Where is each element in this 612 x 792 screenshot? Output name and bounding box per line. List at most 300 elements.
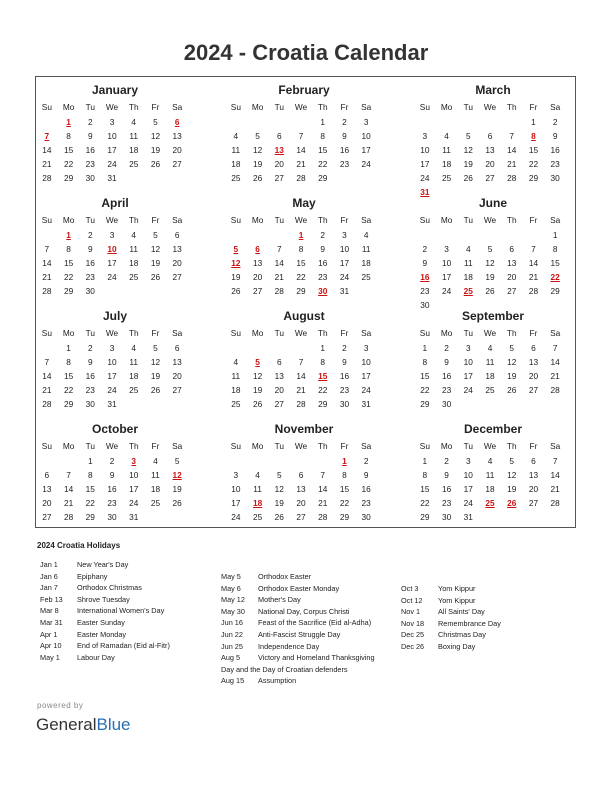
day-cell: 20: [42, 498, 52, 508]
day-cell: 30: [441, 399, 452, 409]
day-cell: 10: [129, 470, 139, 480]
holiday-name: Mother's Day: [258, 595, 301, 605]
day-cell: 1: [320, 117, 326, 127]
day-cell: 17: [107, 371, 117, 381]
holiday-name: Christmas Day: [438, 630, 486, 640]
weekday-label: Su: [41, 328, 52, 338]
holiday-entry: [401, 641, 501, 653]
day-cell: 29: [339, 512, 350, 522]
day-cell: [334, 171, 356, 185]
day-cell: 11: [361, 244, 371, 254]
day-cell: 19: [150, 371, 161, 381]
day-cell: 9: [444, 357, 449, 367]
day-cell: 21: [296, 159, 306, 169]
day-cell: 9: [422, 258, 428, 268]
day-cell: 30: [107, 512, 117, 522]
week-row: [225, 369, 377, 383]
weekday-label: Tu: [463, 215, 473, 225]
day-cell: 7: [44, 357, 50, 367]
day-cell: 29: [420, 512, 430, 522]
day-cell: 27: [274, 399, 284, 409]
day-cell: 9: [87, 357, 93, 367]
day-cell: 19: [507, 371, 517, 381]
holiday-day: 1: [342, 456, 347, 466]
month-name: December: [463, 422, 523, 436]
weekday-label: Fr: [151, 102, 160, 112]
day-cell: 10: [361, 131, 371, 141]
day-cell: 12: [252, 371, 263, 381]
day-cell: 15: [318, 145, 328, 155]
day-cell: 6: [531, 343, 536, 353]
day-cell: 20: [172, 145, 182, 155]
week-row: [225, 284, 377, 298]
week-row: [225, 115, 377, 129]
weekday-label: Su: [419, 328, 430, 338]
day-cell: 2: [422, 244, 428, 254]
week-row: [36, 468, 188, 482]
week-row: [36, 454, 188, 468]
holiday-date: May 1: [40, 652, 60, 662]
holiday-entry: [221, 583, 375, 595]
day-cell: [479, 397, 501, 411]
weekday-label: Fr: [340, 215, 349, 225]
holiday-day: 1: [66, 230, 71, 240]
day-cell: 23: [85, 385, 95, 395]
day-cell: 10: [420, 145, 430, 155]
holiday-name: National Day, Corpus Christi: [258, 606, 350, 616]
day-cell: [225, 228, 247, 242]
holiday-entry: [40, 571, 170, 583]
holiday-name: Yom Kippur: [438, 584, 476, 593]
day-cell: [145, 284, 167, 298]
holiday-name: Anti-Fascist Struggle Day: [258, 629, 341, 639]
day-cell: 11: [485, 470, 495, 480]
day-cell: 5: [153, 343, 158, 353]
day-cell: [268, 228, 290, 242]
day-cell: 13: [252, 258, 263, 268]
day-cell: 8: [342, 470, 347, 480]
weekday-label: Sa: [550, 441, 561, 451]
holiday-date: Apr 1: [40, 629, 58, 639]
day-cell: 21: [318, 498, 328, 508]
day-cell: 12: [463, 145, 473, 155]
week-row: [36, 355, 188, 369]
day-cell: 21: [550, 371, 560, 381]
day-cell: [166, 510, 188, 524]
holiday-day: 22: [550, 272, 560, 282]
day-cell: 24: [420, 173, 430, 183]
weekday-label: We: [294, 328, 308, 338]
day-cell: 5: [487, 244, 493, 254]
day-cell: 7: [298, 357, 304, 367]
day-cell: 18: [129, 145, 139, 155]
holiday-date: Jun 25: [221, 641, 243, 651]
day-cell: 1: [422, 343, 428, 353]
day-cell: 31: [107, 399, 117, 409]
holiday-name: Labour Day: [77, 652, 115, 662]
day-cell: 18: [485, 371, 495, 381]
month-august: [225, 307, 377, 411]
weekday-label: Th: [506, 328, 517, 338]
day-cell: 20: [172, 371, 182, 381]
month-name: July: [102, 309, 127, 323]
month-name: November: [274, 422, 334, 436]
week-row: [225, 510, 377, 524]
day-cell: 15: [550, 258, 560, 268]
day-cell: 9: [363, 470, 369, 480]
weekday-header: [36, 325, 188, 341]
day-cell: 17: [129, 484, 139, 494]
week-row: [36, 242, 188, 256]
holiday-entry: [221, 594, 375, 606]
day-cell: [312, 454, 334, 468]
day-cell: 25: [231, 399, 241, 409]
week-row: [414, 157, 566, 171]
day-cell: 23: [441, 385, 452, 395]
holiday-entry: [221, 571, 375, 583]
day-cell: 28: [550, 385, 560, 395]
day-cell: 17: [420, 159, 430, 169]
holiday-date: Nov 18: [401, 618, 425, 628]
weekday-label: We: [294, 102, 308, 112]
day-cell: 7: [298, 131, 304, 141]
day-cell: [544, 510, 566, 524]
day-cell: 17: [107, 258, 117, 268]
weekday-label: Sa: [361, 328, 372, 338]
day-cell: 3: [109, 117, 115, 127]
week-row: [225, 228, 377, 242]
day-cell: 17: [463, 371, 473, 381]
day-cell: 2: [109, 456, 115, 466]
week-row: [225, 256, 377, 270]
holiday-name: End of Ramadan (Eid al-Fitr): [77, 641, 170, 651]
day-cell: 7: [66, 470, 71, 480]
holiday-entry: [40, 559, 170, 571]
day-cell: 22: [420, 498, 430, 508]
day-cell: [123, 171, 145, 185]
day-cell: 25: [129, 272, 139, 282]
day-cell: 18: [361, 258, 371, 268]
day-cell: [145, 397, 167, 411]
holiday-date: Mar 31: [40, 617, 63, 627]
day-cell: 27: [42, 512, 52, 522]
day-cell: 3: [363, 117, 369, 127]
day-cell: 16: [339, 145, 350, 155]
day-cell: 27: [528, 385, 539, 395]
day-cell: 19: [274, 498, 284, 508]
holiday-entry: [401, 618, 501, 630]
day-cell: 14: [296, 145, 306, 155]
month-name: March: [475, 83, 511, 97]
weekday-label: Mo: [251, 441, 264, 451]
day-cell: 10: [463, 357, 473, 367]
day-cell: 24: [441, 286, 452, 296]
weekday-label: Th: [506, 441, 517, 451]
holiday-name: Orthodox Easter: [258, 572, 312, 581]
day-cell: 27: [172, 385, 182, 395]
day-cell: 4: [465, 244, 471, 254]
day-cell: 5: [276, 470, 282, 480]
week-row: [414, 228, 566, 242]
holiday-date: Jan 7: [40, 583, 58, 593]
day-cell: [501, 115, 523, 129]
week-row: [225, 143, 377, 157]
day-cell: 25: [129, 385, 139, 395]
day-cell: [523, 228, 545, 242]
day-cell: 8: [87, 470, 93, 480]
day-cell: 31: [107, 173, 117, 183]
weekday-label: Th: [128, 328, 139, 338]
day-cell: 4: [363, 230, 369, 240]
week-row: [225, 454, 377, 468]
day-cell: 18: [485, 484, 495, 494]
day-cell: 1: [87, 456, 93, 466]
day-cell: 14: [550, 470, 560, 480]
week-row: [36, 341, 188, 355]
day-cell: 24: [361, 159, 371, 169]
day-cell: 20: [274, 159, 284, 169]
week-row: [414, 482, 566, 496]
day-cell: 4: [131, 117, 137, 127]
day-cell: 28: [528, 286, 539, 296]
page-title: 2024 - Croatia Calendar: [183, 40, 429, 65]
day-cell: 3: [422, 131, 428, 141]
day-cell: 16: [441, 371, 452, 381]
weekday-label: Sa: [550, 215, 561, 225]
holidays-column-1: [40, 559, 170, 663]
day-cell: 24: [231, 512, 241, 522]
day-cell: 15: [63, 258, 74, 268]
holiday-day: 1: [66, 117, 71, 127]
day-cell: 25: [150, 498, 161, 508]
week-row: [414, 369, 566, 383]
week-row: [225, 242, 377, 256]
month-february: [225, 81, 377, 185]
day-cell: 15: [85, 484, 95, 494]
day-cell: [145, 510, 167, 524]
day-cell: [436, 115, 458, 129]
day-cell: 3: [363, 343, 369, 353]
month-june: [414, 194, 566, 312]
day-cell: 28: [507, 173, 517, 183]
day-cell: 14: [274, 258, 284, 268]
weekday-header: [225, 438, 377, 454]
holiday-day: 5: [233, 244, 239, 254]
holiday-name: Shrove Tuesday: [77, 594, 130, 604]
day-cell: [247, 228, 269, 242]
day-cell: 13: [528, 470, 539, 480]
day-cell: 19: [150, 145, 161, 155]
day-cell: 27: [252, 286, 263, 296]
day-cell: 23: [361, 498, 371, 508]
day-cell: 27: [274, 173, 284, 183]
day-cell: 4: [255, 470, 260, 480]
day-cell: 20: [274, 385, 284, 395]
day-cell: 26: [485, 286, 495, 296]
day-cell: 30: [550, 173, 560, 183]
day-cell: 27: [507, 286, 517, 296]
day-cell: 27: [485, 173, 495, 183]
holiday-day: 16: [420, 272, 430, 282]
day-cell: 19: [252, 159, 263, 169]
day-cell: 4: [233, 131, 239, 141]
day-cell: 16: [318, 258, 328, 268]
day-cell: 16: [361, 484, 371, 494]
day-cell: 8: [320, 131, 326, 141]
day-cell: 22: [318, 385, 328, 395]
weekday-label: Tu: [463, 441, 473, 451]
day-cell: 19: [507, 484, 517, 494]
weekday-label: We: [105, 328, 119, 338]
day-cell: 30: [85, 173, 95, 183]
day-cell: 2: [342, 343, 347, 353]
holiday-date: May 12: [221, 595, 245, 605]
week-row: [36, 369, 188, 383]
weekday-label: Fr: [151, 215, 160, 225]
day-cell: 1: [320, 343, 326, 353]
day-cell: 9: [87, 131, 93, 141]
week-row: [225, 129, 377, 143]
weekday-label: Fr: [340, 102, 349, 112]
holiday-entry: [221, 652, 375, 664]
weekday-label: Tu: [463, 328, 473, 338]
weekday-label: Mo: [251, 102, 264, 112]
day-cell: 17: [463, 484, 473, 494]
weekday-label: Mo: [62, 328, 75, 338]
weekday-label: Sa: [172, 441, 183, 451]
day-cell: 31: [129, 512, 139, 522]
day-cell: 22: [85, 498, 95, 508]
day-cell: 28: [42, 173, 52, 183]
day-cell: 13: [528, 357, 539, 367]
day-cell: 6: [487, 131, 493, 141]
day-cell: 22: [63, 159, 74, 169]
week-row: [414, 510, 566, 524]
month-name: September: [461, 309, 525, 323]
day-cell: 15: [420, 371, 430, 381]
day-cell: 16: [441, 484, 452, 494]
day-cell: 1: [422, 456, 428, 466]
weekday-label: We: [483, 102, 497, 112]
day-cell: 19: [463, 159, 473, 169]
day-cell: 6: [276, 131, 282, 141]
day-cell: [166, 284, 188, 298]
week-row: [414, 468, 566, 482]
day-cell: 25: [361, 272, 371, 282]
holiday-name: Remembrance Day: [438, 618, 501, 628]
day-cell: 13: [296, 484, 306, 494]
day-cell: [58, 454, 80, 468]
day-cell: 26: [231, 286, 241, 296]
holiday-day: 6: [255, 244, 260, 254]
day-cell: 1: [531, 117, 536, 127]
weekday-label: Mo: [251, 215, 264, 225]
holiday-date: Oct 3: [401, 584, 419, 593]
week-row: [36, 157, 188, 171]
day-cell: 13: [42, 484, 52, 494]
day-cell: 12: [150, 244, 161, 254]
month-july: [36, 307, 188, 411]
day-cell: 18: [129, 258, 139, 268]
week-row: [414, 383, 566, 397]
day-cell: [268, 454, 290, 468]
week-row: [414, 454, 566, 468]
day-cell: 7: [552, 456, 558, 466]
day-cell: 6: [531, 456, 536, 466]
day-cell: [501, 397, 523, 411]
brand-logo[interactable]: [36, 715, 131, 735]
day-cell: 23: [107, 498, 117, 508]
holiday-date: Dec 25: [401, 630, 425, 640]
weekday-label: Tu: [85, 441, 95, 451]
weekday-label: Su: [419, 102, 430, 112]
week-row: [36, 397, 188, 411]
holiday-name: Assumption: [258, 676, 297, 686]
day-cell: 28: [42, 286, 52, 296]
day-cell: 24: [129, 498, 139, 508]
holiday-date: Jun 22: [221, 629, 243, 639]
holiday-name: International Women's Day: [77, 606, 165, 616]
day-cell: 2: [363, 456, 369, 466]
holiday-name-continued: Day and the Day of Croatian defenders: [221, 664, 348, 674]
day-cell: 18: [231, 385, 241, 395]
day-cell: 2: [87, 230, 93, 240]
month-name: April: [101, 196, 129, 210]
day-cell: 5: [255, 131, 260, 141]
holidays-column-3: [401, 583, 501, 653]
day-cell: 8: [552, 244, 558, 254]
day-cell: [290, 454, 312, 468]
weekday-label: Th: [128, 441, 139, 451]
weekday-header: [36, 99, 188, 115]
day-cell: 26: [463, 173, 473, 183]
day-cell: [101, 284, 123, 298]
day-cell: 23: [441, 498, 452, 508]
holiday-date: Aug 15: [221, 676, 245, 686]
holiday-entry: [40, 605, 170, 617]
day-cell: 23: [85, 159, 95, 169]
day-cell: [457, 397, 479, 411]
holiday-day: 18: [252, 498, 263, 508]
month-september: [414, 307, 566, 411]
month-name: August: [283, 309, 325, 323]
holiday-day: 25: [485, 498, 495, 508]
day-cell: 2: [87, 343, 93, 353]
weekday-label: Sa: [550, 102, 561, 112]
day-cell: 27: [172, 272, 182, 282]
day-cell: 7: [552, 343, 558, 353]
weekday-label: Th: [317, 441, 328, 451]
day-cell: [501, 228, 523, 242]
day-cell: 19: [172, 484, 182, 494]
day-cell: 2: [342, 117, 347, 127]
day-cell: 5: [153, 230, 158, 240]
day-cell: 2: [87, 117, 93, 127]
day-cell: 19: [485, 272, 495, 282]
holiday-name: Orthodox Easter Monday: [258, 583, 340, 593]
day-cell: 24: [107, 385, 117, 395]
day-cell: 30: [85, 399, 95, 409]
day-cell: [523, 397, 545, 411]
weekday-label: Fr: [340, 441, 349, 451]
holiday-date: Aug 5: [221, 653, 241, 663]
day-cell: 9: [342, 357, 347, 367]
day-cell: 11: [151, 470, 160, 480]
day-cell: 26: [150, 159, 161, 169]
day-cell: 20: [172, 258, 182, 268]
day-cell: 11: [485, 357, 495, 367]
day-cell: 15: [420, 484, 430, 494]
